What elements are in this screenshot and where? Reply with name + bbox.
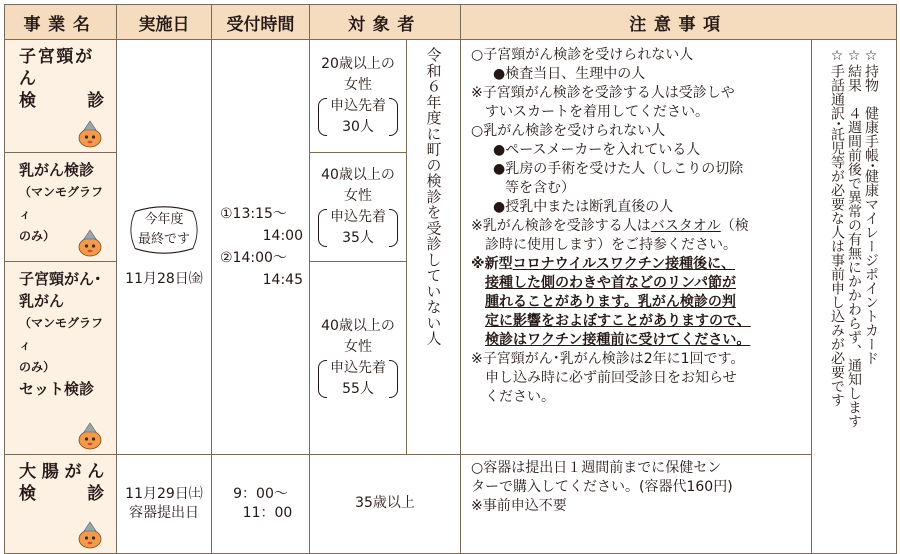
date-cell-1: [117, 40, 212, 455]
event-cervical: 子宮頸がん 検 診: [5, 40, 117, 153]
side-note-interpreter: ☆手話通訳･託児等が必要な人は事前申し込みが必要です: [829, 48, 846, 407]
not-examined-this-year-note: 令和６年度に町の検診を受診していない人: [424, 46, 443, 347]
mascot-icon: [74, 422, 106, 450]
side-note-results: ☆結果 ４週間前後で異常の有無にかかわらず、通知します: [846, 48, 863, 428]
event-set-title: 子宮頸がん･: [19, 270, 102, 288]
event-breast: 乳がん検診 （マンモグラフィ のみ）: [5, 153, 117, 262]
vertical-note-cell: [407, 40, 461, 455]
row-colon: [5, 454, 897, 553]
side-notes-cell: [812, 40, 897, 554]
header-notes: 注意事項: [461, 5, 897, 40]
exam-date: 11月28日㈮: [125, 271, 203, 288]
header-target: 対象者: [310, 5, 461, 40]
header-date: 実施日: [117, 5, 212, 40]
row-cervical: [5, 40, 897, 153]
colon-target-cell: 35歳以上: [310, 454, 461, 553]
colon-notes-cell: ○容器は提出日１週間前までに保健セン ターで購入してください。(容器代160円) ※事前申込不要: [461, 454, 812, 553]
side-note-items: ☆持物 健康手帳･健康マイレージポイントカード: [863, 48, 880, 365]
target-breast: 40歳以上の 女性 申込先着 35人: [310, 153, 407, 262]
notes-cell: ○子宮頸がん検診を受けられない人 ●検査当日、生理中の人 ※子宮頸がん検診を受診する人は受診しや すいスカートを着用してください。 ○乳がん検診を受けられない人 ●ペースメーカーを入れている人 ●乳房の手術を受けた人（しこりの切除 等を含む） ●授乳中または断乳直後の人 ※乳がん検診を受診する人はバスタオル（検 診時に使用します）をご持参ください。 ※新型コロナウイルスワクチン接種後に、 接種した側のわきや首などのリンパ節が 腫れることがあります。乳がん検診の判 定に影響をおよぼすことがありますので、 検診はワクチン接種前に受けてください。 ※子宮頸がん･乳がん検診は2年に1回です。 申し込み時に必ず前回受診日をお知らせ ください。: [461, 40, 812, 455]
event-breast-title: 乳がん検診: [19, 161, 95, 180]
mascot-icon: [74, 521, 106, 549]
target-cervical: 20歳以上の 女性 申込先着 30人: [310, 40, 407, 153]
reception-time-cell: ①13:15～ 14:00 ②14:00～ 14:45: [212, 40, 310, 455]
event-colon: 大 腸 が ん 検 診: [5, 454, 117, 553]
event-set: 子宮頸がん･ 乳がん （マンモグラフィ のみ） セット検診: [5, 262, 117, 455]
mascot-icon: [74, 120, 106, 148]
schedule-table: [4, 4, 897, 554]
colon-time-cell: 9：00～ 11：00: [212, 454, 310, 553]
mascot-icon: [74, 229, 106, 257]
header-event-name: 事業名: [5, 5, 117, 40]
header-reception-time: 受付時間: [212, 5, 310, 40]
colon-date-cell: 11月29日㈯ 容器提出日: [117, 454, 212, 553]
header-row: [5, 5, 897, 40]
event-cervical-title: 子宮頸がん: [19, 47, 94, 89]
target-set: 40歳以上の 女性 申込先着 55人: [310, 262, 407, 455]
final-this-year-bubble: 今年度 最終です: [128, 204, 200, 256]
